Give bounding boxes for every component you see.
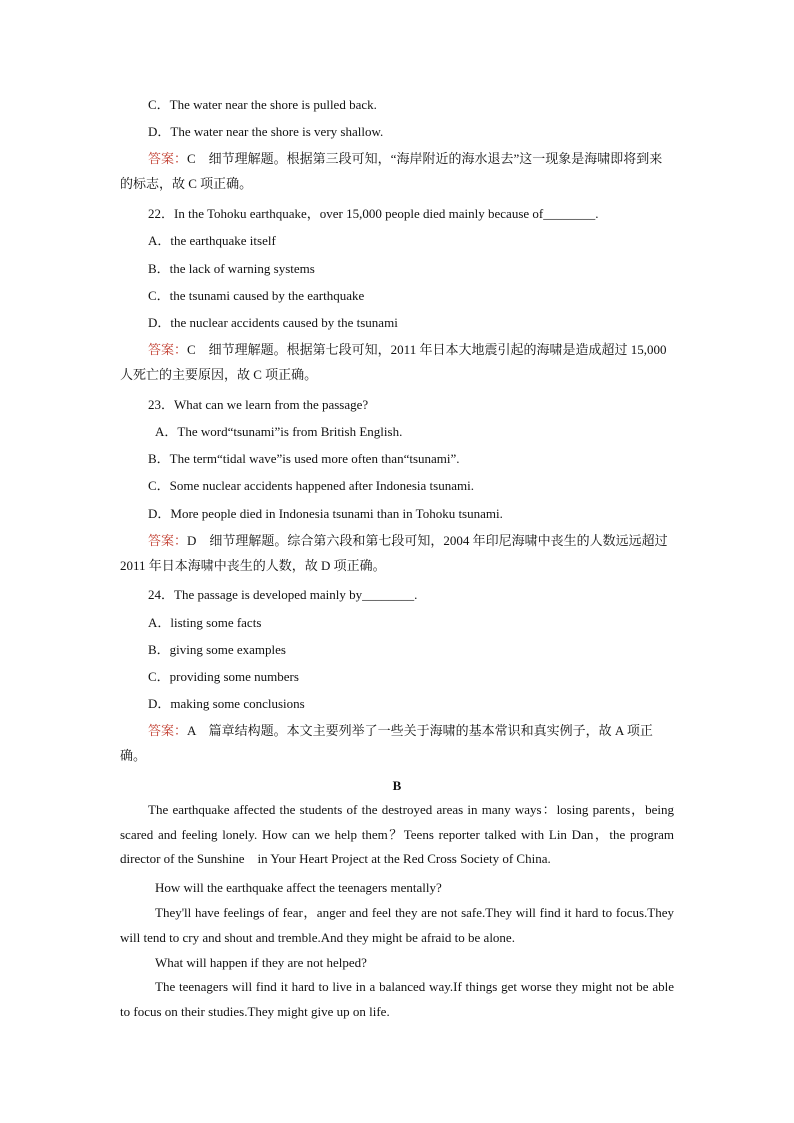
- q23-answer: [120, 529, 674, 578]
- answer-label: 答案：: [148, 151, 188, 166]
- q22-option-b: B．the lack of warning systems: [148, 261, 315, 276]
- q24-option-b: B．giving some examples: [148, 642, 286, 657]
- answer-label: 答案：: [148, 723, 188, 738]
- q22-option-d: D．the nuclear accidents caused by the tsunami: [148, 315, 398, 330]
- q22-option-c: C．the tsunami caused by the earthquake: [148, 288, 365, 303]
- q22-option-a: A．the earthquake itself: [148, 233, 276, 248]
- q21-answer: [120, 147, 674, 196]
- q23-option-c: C．Some nuclear accidents happened after Indonesia tsunami.: [148, 478, 474, 493]
- q22-answer: [120, 338, 674, 387]
- interview-question: What will happen if they are not helped?: [155, 955, 367, 970]
- section-heading: B: [392, 778, 402, 793]
- q24-option-a: A．listing some facts: [148, 615, 262, 630]
- q23-option-a: A．The word“tsunami”is from British English.: [155, 424, 403, 439]
- q24-option-d: D．making some conclusions: [148, 696, 305, 711]
- q22-stem: 22．In the Tohoku earthquake，over 15,000 people died mainly because of________.: [148, 206, 599, 221]
- q23-stem: 23．What can we learn from the passage?: [148, 397, 369, 412]
- q24-option-c: C．providing some numbers: [148, 669, 299, 684]
- q24-stem: 24．The passage is developed mainly by________.: [148, 587, 418, 602]
- q24-answer: [120, 719, 674, 768]
- answer-text: D 细节理解题。综合第六段和第七段可知，2004 年印尼海啸中丧生的人数远远超过 2011 年日本海啸中丧生的人数，故 D 项正确。: [120, 533, 668, 573]
- answer-label: 答案：: [148, 342, 188, 357]
- answer-label: 答案：: [148, 533, 188, 548]
- q21-option-d: D．The water near the shore is very shallow.: [148, 124, 384, 139]
- q23-option-b: B．The term“tidal wave”is used more often than“tsunami”.: [148, 451, 460, 466]
- answer-text: C 细节理解题。根据第三段可知，“海岸附近的海水退去”这一现象是海啸即将到来的标志，故 C 项正确。: [120, 151, 663, 191]
- q21-option-c: C．The water near the shore is pulled back.: [148, 97, 377, 112]
- answer-text: A 篇章结构题。本文主要列举了一些关于海啸的基本常识和真实例子，故 A 项正确。: [120, 723, 653, 763]
- interview-answer: They'll have feelings of fear，anger and feel they are not safe.They will find it hard to focus.They will tend to cry and shout and tremble.And they might be afraid to be alone.: [120, 905, 674, 945]
- passage-paragraph: The earthquake affected the students of the destroyed areas in many ways：losing parents，being scared and feeling lonely. How can we help them？Teens reporter talked with Lin Dan，the program director of the Sunshine in Your Heart Project at the Red Cross Society of China.: [120, 802, 674, 866]
- q23-option-d: D．More people died in Indonesia tsunami than in Tohoku tsunami.: [148, 506, 503, 521]
- interview-question: How will the earthquake affect the teenagers mentally?: [155, 880, 442, 895]
- interview-answer: The teenagers will find it hard to live in a balanced way.If things get worse they might not be able to focus on their studies.They might give up on life.: [120, 979, 674, 1019]
- answer-text: C 细节理解题。根据第七段可知，2011 年日本大地震引起的海啸是造成超过 15,000 人死亡的主要原因，故 C 项正确。: [120, 342, 667, 382]
